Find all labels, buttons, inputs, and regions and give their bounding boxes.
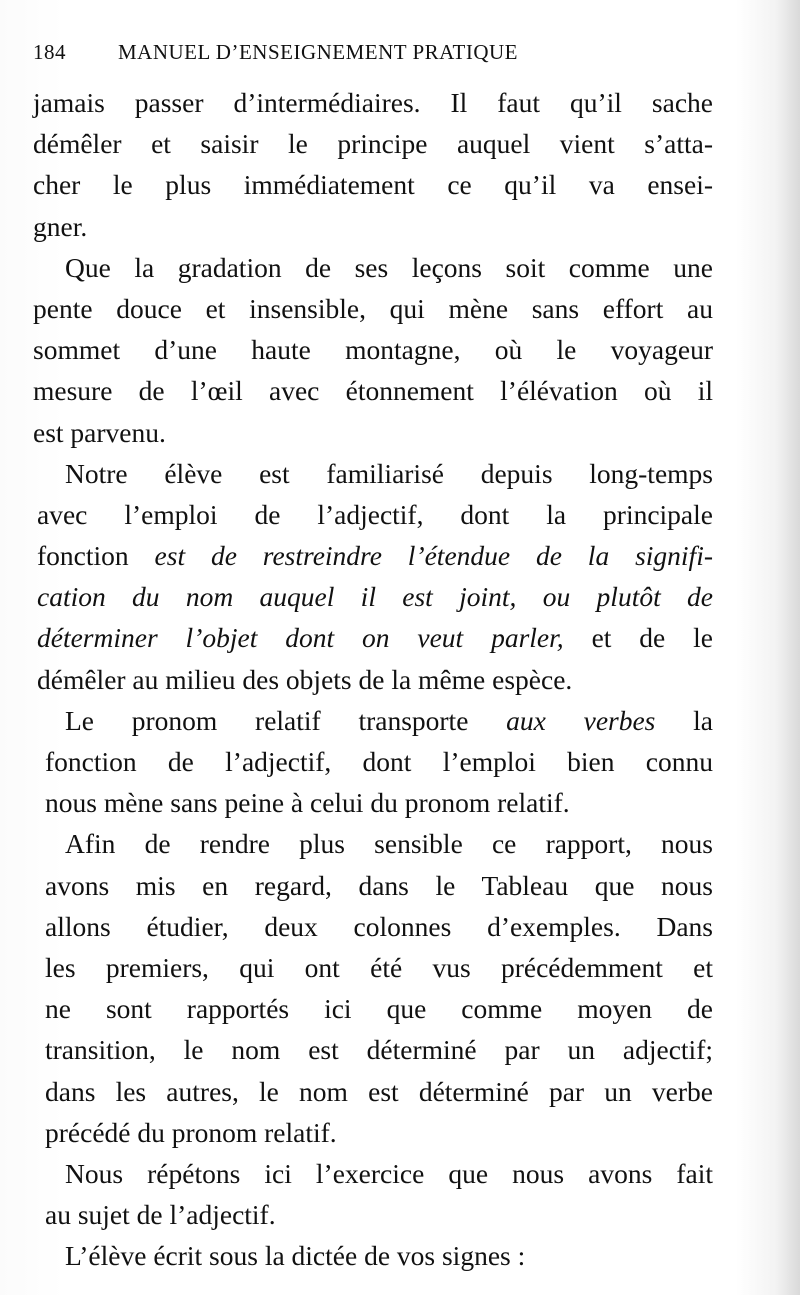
running-title: MANUEL D’ENSEIGNEMENT PRATIQUE [118,40,518,64]
text-line [33,700,713,741]
text-span: fonction [37,540,155,572]
italic-span: est de restreindre l’étendue de la signifi- [154,540,713,572]
text-line: Nous répétons ici l’exercice que nous avons fait [65,1157,713,1189]
text-line: Notre élève est familiarisé depuis long-temps [65,457,713,489]
italic-span: déterminer l’objet dont on veut parler, [37,622,564,654]
text-line: Afin de rendre plus sensible ce rapport, nous [65,828,713,860]
text-line: est parvenu. [33,416,166,448]
text-line: démêler au milieu des objets de la même espèce. [37,663,573,695]
text-line: L’élève écrit sous la dictée de vos signes : [65,1240,526,1272]
text-line: nous mène sans peine à celui du pronom relatif. [45,787,570,819]
text-span: la [655,704,713,736]
italic-span: aux verbes [506,704,656,736]
text-line: cher le plus immédiatement ce qu’il va ensei- [33,169,713,201]
italic-span: cation du nom auquel il est joint, ou plutôt de [37,581,713,613]
text-line: avons mis en regard, dans le Tableau que nous [45,869,713,901]
page-number: 184 [33,40,66,64]
text-line: jamais passer d’intermédiaires. Il faut qu’il sache [33,87,713,118]
text-line: fonction de l’adjectif, dont l’emploi bien connu [45,746,713,777]
text-line [33,535,713,576]
text-line [33,617,713,658]
text-span: et de le [563,622,713,654]
text-line: transition, le nom est déterminé par un adjectif; [45,1034,713,1066]
text-line: mesure de l’œil avec étonnement l’élévation où il [33,375,713,407]
body-text [33,82,713,1276]
text-line: sommet d’une haute montagne, où le voyageur [33,334,713,366]
text-line [33,576,713,617]
text-line: avec l’emploi de l’adjectif, dont la principale [37,498,713,530]
text-line: démêler et saisir le principe auquel vient s’atta- [33,128,713,160]
text-line: au sujet de l’adjectif. [45,1199,276,1231]
text-line: les premiers, qui ont été vus précédemment et [45,951,713,983]
text-line: dans les autres, le nom est déterminé par un verbe [45,1075,713,1107]
text-line: ne sont rapportés ici que comme moyen de [45,993,713,1025]
text-line: pente douce et insensible, qui mène sans effort au [33,292,713,324]
text-span: Le pronom relatif transporte [65,704,507,736]
text-line: Que la gradation de ses leçons soit comme une [65,251,713,283]
text-line: allons étudier, deux colonnes d’exemples. Dans [45,910,713,942]
page-header [33,40,713,76]
text-line: gner. [33,210,88,242]
text-line: précédé du pronom relatif. [45,1116,337,1148]
